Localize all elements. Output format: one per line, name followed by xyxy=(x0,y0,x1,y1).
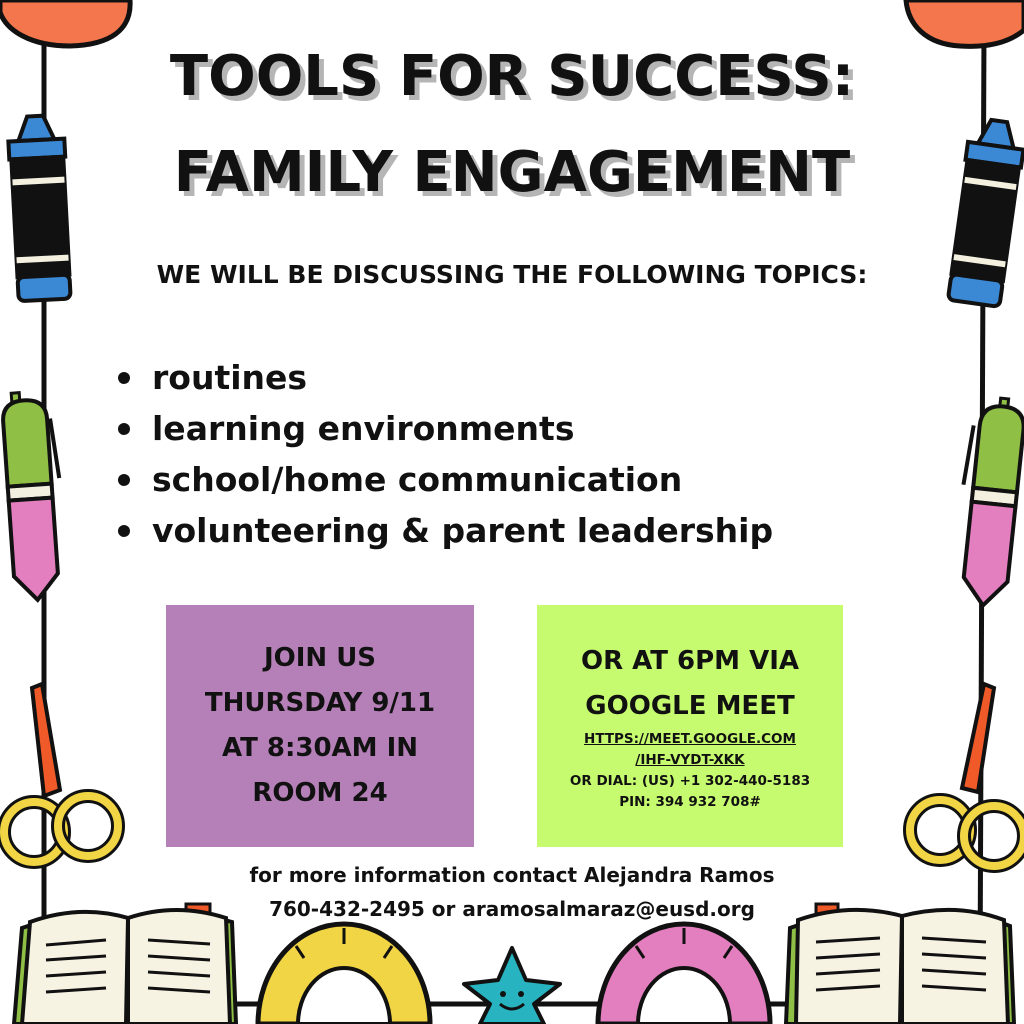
list-item xyxy=(118,352,773,403)
virtual-line-2: GOOGLE MEET xyxy=(585,691,795,721)
bullet-icon xyxy=(118,372,130,384)
protractor-icon xyxy=(258,924,430,1024)
meet-link-line-2[interactable]: /IHF-VYDT-XKK xyxy=(635,752,745,768)
protractor-icon xyxy=(598,924,770,1024)
title-line-2: FAMILY ENGAGEMENT xyxy=(173,140,851,205)
title-line-1: TOOLS FOR SUCCESS: xyxy=(169,44,855,109)
in-person-line-3: AT 8:30AM IN xyxy=(221,733,419,763)
virtual-box xyxy=(537,605,843,847)
in-person-line-2: THURSDAY 9/11 xyxy=(204,688,436,718)
dial-in-number: OR DIAL: (US) +1 302-440-5183 xyxy=(569,773,811,789)
topic-label: learning environments xyxy=(152,409,575,448)
list-item xyxy=(118,505,773,556)
topic-label: school/home communication xyxy=(152,460,683,499)
topics-heading: WE WILL BE DISCUSSING THE FOLLOWING TOPICS: xyxy=(156,260,868,289)
topics-list xyxy=(118,352,773,556)
virtual-line-1: OR AT 6PM VIA xyxy=(580,646,800,676)
pen-icon xyxy=(951,395,1024,608)
contact-line-1: for more information contact Alejandra Ramos xyxy=(249,863,775,887)
scissors-icon xyxy=(4,684,118,862)
contact-line-2: 760-432-2495 or aramosalmaraz@eusd.org xyxy=(269,897,755,921)
star-icon xyxy=(464,948,560,1024)
flower-icon xyxy=(906,0,1024,46)
scissors-icon xyxy=(910,684,1024,866)
in-person-line-1: JOIN US xyxy=(263,643,377,673)
bullet-icon xyxy=(118,423,130,435)
meeting-pin: PIN: 394 932 708# xyxy=(619,794,761,810)
in-person-line-4: ROOM 24 xyxy=(252,778,388,808)
meet-link-line-1[interactable]: HTTPS://MEET.GOOGLE.COM xyxy=(584,731,796,747)
bullet-icon xyxy=(118,525,130,537)
pen-icon xyxy=(1,390,67,601)
list-item xyxy=(118,454,773,505)
bullet-icon xyxy=(118,474,130,486)
topic-label: routines xyxy=(152,358,308,397)
contact-info xyxy=(0,858,1024,926)
topic-label: volunteering & parent leadership xyxy=(152,511,774,550)
list-item xyxy=(118,403,773,454)
in-person-box xyxy=(166,605,474,847)
flower-icon xyxy=(0,0,130,46)
